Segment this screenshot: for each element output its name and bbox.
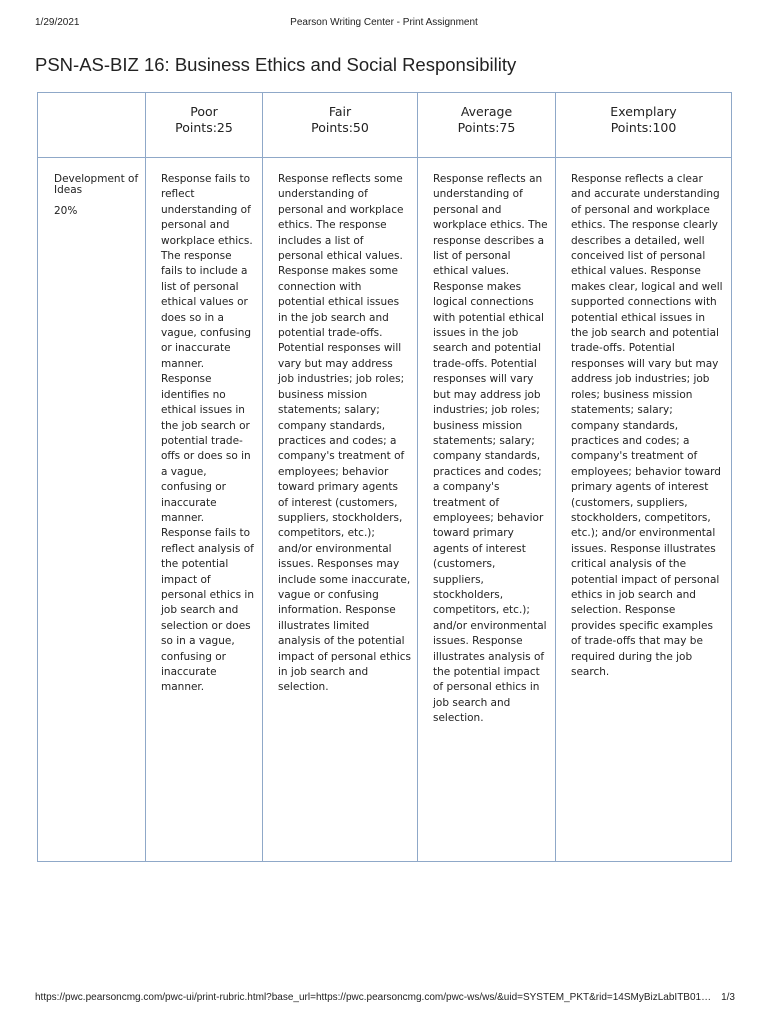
level-name: Exemplary bbox=[610, 104, 677, 119]
level-header-average bbox=[418, 93, 556, 158]
print-footer bbox=[35, 992, 735, 1003]
print-window-title: Pearson Writing Center - Print Assignment bbox=[290, 17, 478, 28]
level-points: Points:50 bbox=[311, 120, 369, 135]
print-date: 1/29/2021 bbox=[35, 17, 80, 28]
rubric-header-row bbox=[38, 93, 732, 158]
level-points: Points:25 bbox=[175, 120, 233, 135]
description-text: Response reflects a clear and accurate understanding of personal and workplace ethics. The response clearly describes a detailed, well conceived list of personal ethical values. Response makes clear, logical and well supported connections with potential ethical issues in the job search and potential trade-offs. Potential responses will vary but may address job industries; job roles; business mission statements; salary; company standards, practices and codes; a company's treatment of employees; behavior toward primary agents of interest (customers, suppliers, stockholders, competitors, etc.); and/or environmental issues. Response illustrates critical analysis of the potential impact of personal ethics in job search and selection. Response provides specific examples of trade-offs that may be required during the job search. bbox=[571, 173, 723, 678]
criterion-name: Development of Ideas bbox=[54, 173, 139, 196]
level-name: Poor bbox=[190, 104, 218, 119]
page-number: 1/3 bbox=[721, 992, 735, 1003]
rubric-table bbox=[37, 92, 732, 862]
level-name: Average bbox=[460, 104, 513, 119]
description-cell-exemplary bbox=[556, 158, 732, 862]
level-points: Points:100 bbox=[610, 120, 677, 135]
level-points: Points:75 bbox=[457, 120, 516, 135]
description-text: Response reflects an understanding of personal and workplace ethics. The response describes a list of personal ethical values. Response makes logical connections with potential ethical issues in the job search and potential trade-offs. Potential responses will vary but may address job industries; job roles; business mission statements; salary; company standards, practices and codes; a company's treatment of employees; behavior toward primary agents of interest (customers, suppliers, stockholders, competitors, etc.); and/or environmental issues. Response illustrates analysis of the potential impact of personal ethics in job search and selection. bbox=[433, 173, 548, 725]
criterion-cell bbox=[38, 158, 146, 862]
criteria-header-empty bbox=[38, 93, 146, 158]
description-cell-average bbox=[418, 158, 556, 862]
level-header-exemplary bbox=[556, 93, 732, 158]
level-name: Fair bbox=[328, 104, 352, 119]
level-header-poor bbox=[146, 93, 263, 158]
page-url: https://pwc.pearsoncmg.com/pwc-ui/print-rubric.html?base_url=https://pwc.pearsoncmg.com/pwc-ws/ws/&uid=SYSTEM_PKT&rid=14SMyBizLabITB01… bbox=[35, 992, 712, 1003]
description-cell-fair bbox=[263, 158, 418, 862]
criterion-row bbox=[38, 158, 732, 862]
description-text: Response fails to reflect understanding of personal and workplace ethics. The response fails to include a list of personal ethical values or does so in a vague, confusing or inaccurate manner. Response identifies no ethical issues in the job search or potential trade-offs or does so in a vague, confusing or inaccurate manner. Response fails to reflect analysis of the potential impact of personal ethics in job search and selection or does so in a vague, confusing or inaccurate manner. bbox=[161, 173, 254, 694]
page-title: PSN-AS-BIZ 16: Business Ethics and Social Responsibility bbox=[35, 54, 517, 75]
print-header bbox=[0, 17, 768, 33]
criterion-weight: 20% bbox=[54, 205, 78, 217]
description-text: Response reflects some understanding of personal and workplace ethics. The response includes a list of personal ethical values. Response makes some connection with potential ethical issues in the job search and potential trade-offs. Potential responses will vary but may address job industries; job roles; business mission statements; salary; company standards, practices and codes; a company's treatment of employees; behavior toward primary agents of interest (customers, suppliers, stockholders, competitors, etc.); and/or environmental issues. Responses may include some inaccurate, vague or confusing information. Response illustrates limited analysis of the potential impact of personal ethics in job search and selection. bbox=[278, 173, 412, 694]
description-cell-poor bbox=[146, 158, 263, 862]
level-header-fair bbox=[263, 93, 418, 158]
